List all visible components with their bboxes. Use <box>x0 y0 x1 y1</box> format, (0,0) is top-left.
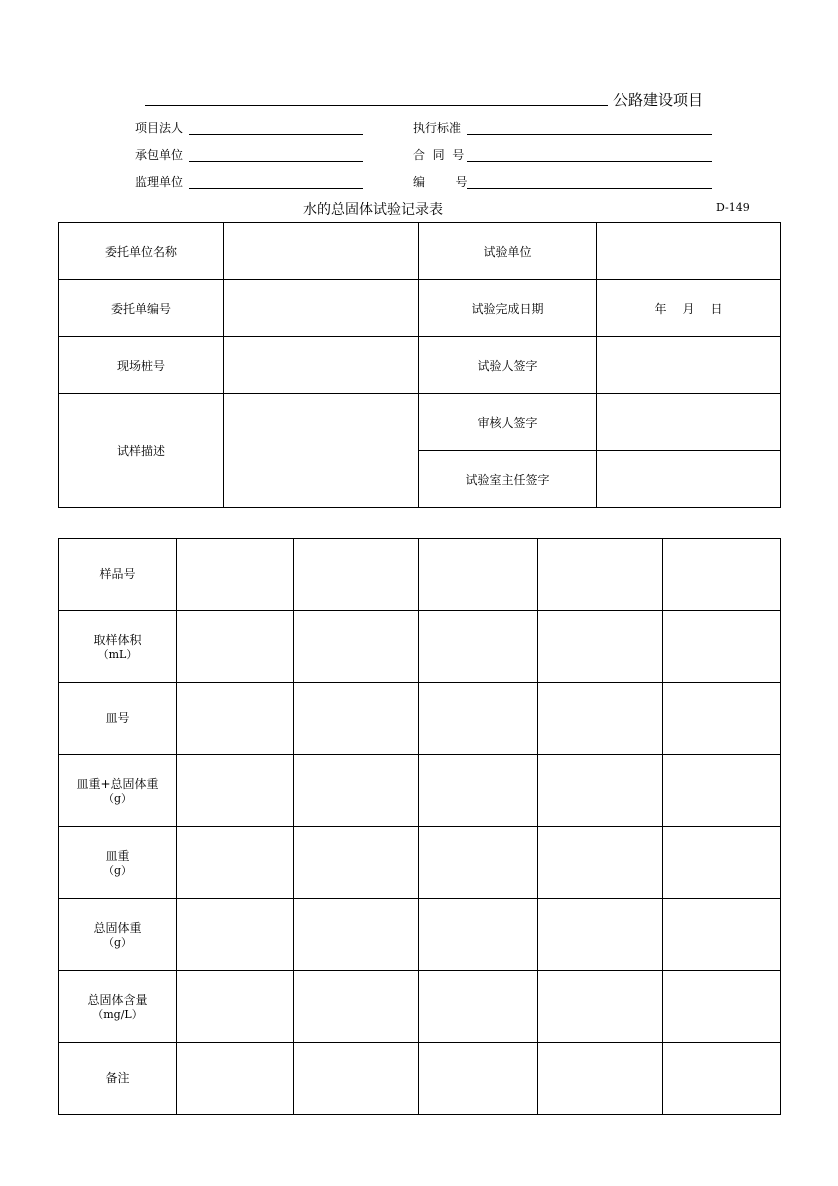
field-label-contract-no: 合 同 号 <box>413 148 465 162</box>
total-solids-weight-value-cell-4[interactable] <box>538 899 663 971</box>
remarks-label: 备注 <box>105 1071 130 1085</box>
dish-plus-solids-weight-unit: （g） <box>102 791 133 805</box>
field-label-project-owner: 项目法人 <box>135 121 184 135</box>
dish-weight-value-cell-4[interactable] <box>538 827 663 899</box>
total-solids-content-value-cell-4[interactable] <box>538 971 663 1043</box>
total-solids-weight-value-cell-1[interactable] <box>177 899 294 971</box>
dish-no-value-cell-3[interactable] <box>419 683 538 755</box>
total-solids-content-label-cell <box>59 971 177 1043</box>
total-solids-content-value-cell-3[interactable] <box>419 971 538 1043</box>
total-solids-content-value-cell-2[interactable] <box>294 971 419 1043</box>
dish-no-value-cell-2[interactable] <box>294 683 419 755</box>
dish-no-value-cell-4[interactable] <box>538 683 663 755</box>
data-row-total-solids-weight <box>59 899 781 971</box>
sample-desc-label: 试样描述 <box>59 394 224 508</box>
pile-no-label: 现场桩号 <box>59 337 224 394</box>
reviewer-sign-cell[interactable] <box>597 394 781 451</box>
form-code: D-149 <box>716 201 750 214</box>
sample-no-value-cell-4[interactable] <box>538 539 663 611</box>
dish-weight-unit: （g） <box>102 863 133 877</box>
sample-no-value-cell-3[interactable] <box>419 539 538 611</box>
data-row-total-solids-content <box>59 971 781 1043</box>
dish-plus-solids-weight-value-cell-1[interactable] <box>177 755 294 827</box>
sample-volume-value-cell-2[interactable] <box>294 611 419 683</box>
dish-no-label: 皿号 <box>105 711 130 725</box>
sample-no-label: 样品号 <box>99 567 136 581</box>
dish-plus-solids-weight-label: 皿重+总固体重 <box>76 776 159 791</box>
dish-weight-value-cell-3[interactable] <box>419 827 538 899</box>
test-unit-label: 试验单位 <box>419 223 597 280</box>
remarks-value-cell-3[interactable] <box>419 1043 538 1115</box>
dish-no-value-cell-5[interactable] <box>663 683 781 755</box>
field-line-supervisor[interactable] <box>189 188 363 189</box>
project-name-line[interactable] <box>145 105 608 106</box>
total-solids-weight-value-cell-3[interactable] <box>419 899 538 971</box>
field-label-standard: 执行标准 <box>413 121 462 135</box>
lab-director-sign-label: 试验室主任签字 <box>419 451 597 508</box>
sample-no-value-cell-1[interactable] <box>177 539 294 611</box>
completion-date-cell[interactable] <box>597 280 781 337</box>
date-month: 月 <box>682 301 695 316</box>
date-year: 年 <box>654 301 667 316</box>
dish-weight-value-cell-2[interactable] <box>294 827 419 899</box>
tester-sign-cell[interactable] <box>597 337 781 394</box>
form-title: 水的总固体试验记录表 <box>303 202 443 218</box>
dish-weight-value-cell-5[interactable] <box>663 827 781 899</box>
field-label-contractor: 承包单位 <box>135 148 184 162</box>
order-no-label: 委托单编号 <box>59 280 224 337</box>
remarks-value-cell-5[interactable] <box>663 1043 781 1115</box>
dish-no-label-cell <box>59 683 177 755</box>
info-table <box>58 222 781 508</box>
field-line-serial-no[interactable] <box>467 188 712 189</box>
completion-date-label: 试验完成日期 <box>419 280 597 337</box>
dish-weight-label-cell <box>59 827 177 899</box>
order-no-cell[interactable] <box>224 280 419 337</box>
sample-volume-label: 取样体积 <box>93 632 142 647</box>
date-day: 日 <box>710 301 723 316</box>
total-solids-weight-unit: （g） <box>102 935 133 949</box>
total-solids-weight-label: 总固体重 <box>93 920 142 935</box>
reviewer-sign-label: 审核人签字 <box>419 394 597 451</box>
project-suffix: 公路建设项目 <box>613 91 704 109</box>
data-row-dish-weight <box>59 827 781 899</box>
data-row-dish-plus-solids-weight <box>59 755 781 827</box>
data-row-sample-no <box>59 539 781 611</box>
sample-no-value-cell-2[interactable] <box>294 539 419 611</box>
dish-no-value-cell-1[interactable] <box>177 683 294 755</box>
remarks-value-cell-4[interactable] <box>538 1043 663 1115</box>
sample-volume-value-cell-3[interactable] <box>419 611 538 683</box>
sample-desc-cell[interactable] <box>224 394 419 508</box>
dish-plus-solids-weight-value-cell-3[interactable] <box>419 755 538 827</box>
lab-director-sign-cell[interactable] <box>597 451 781 508</box>
total-solids-content-unit: （mg/L） <box>92 1007 143 1021</box>
dish-weight-label: 皿重 <box>105 848 130 863</box>
remarks-value-cell-2[interactable] <box>294 1043 419 1115</box>
dish-plus-solids-weight-value-cell-5[interactable] <box>663 755 781 827</box>
total-solids-weight-value-cell-2[interactable] <box>294 899 419 971</box>
remarks-label-cell <box>59 1043 177 1115</box>
data-row-sample-volume <box>59 611 781 683</box>
sample-volume-value-cell-5[interactable] <box>663 611 781 683</box>
total-solids-weight-value-cell-5[interactable] <box>663 899 781 971</box>
sample-no-label-cell <box>59 539 177 611</box>
total-solids-content-label: 总固体含量 <box>87 992 148 1007</box>
sample-volume-value-cell-1[interactable] <box>177 611 294 683</box>
sample-volume-label-cell <box>59 611 177 683</box>
field-line-contractor[interactable] <box>189 161 363 162</box>
field-line-standard[interactable] <box>467 134 712 135</box>
remarks-value-cell-1[interactable] <box>177 1043 294 1115</box>
sample-volume-value-cell-4[interactable] <box>538 611 663 683</box>
data-table <box>58 538 781 1115</box>
dish-plus-solids-weight-value-cell-2[interactable] <box>294 755 419 827</box>
dish-plus-solids-weight-value-cell-4[interactable] <box>538 755 663 827</box>
sample-volume-unit: （mL） <box>97 647 138 661</box>
data-row-remarks <box>59 1043 781 1115</box>
dish-plus-solids-weight-label-cell <box>59 755 177 827</box>
total-solids-content-value-cell-1[interactable] <box>177 971 294 1043</box>
total-solids-weight-label-cell <box>59 899 177 971</box>
pile-no-cell[interactable] <box>224 337 419 394</box>
tester-sign-label: 试验人签字 <box>419 337 597 394</box>
sample-no-value-cell-5[interactable] <box>663 539 781 611</box>
field-line-project-owner[interactable] <box>189 134 363 135</box>
total-solids-content-value-cell-5[interactable] <box>663 971 781 1043</box>
data-row-dish-no <box>59 683 781 755</box>
field-label-supervisor: 监理单位 <box>135 175 184 189</box>
dish-weight-value-cell-1[interactable] <box>177 827 294 899</box>
field-label-serial-no: 编 号 <box>413 175 468 189</box>
test-unit-cell[interactable] <box>597 223 781 280</box>
field-line-contract-no[interactable] <box>467 161 712 162</box>
client-name-label: 委托单位名称 <box>59 223 224 280</box>
client-name-cell[interactable] <box>224 223 419 280</box>
